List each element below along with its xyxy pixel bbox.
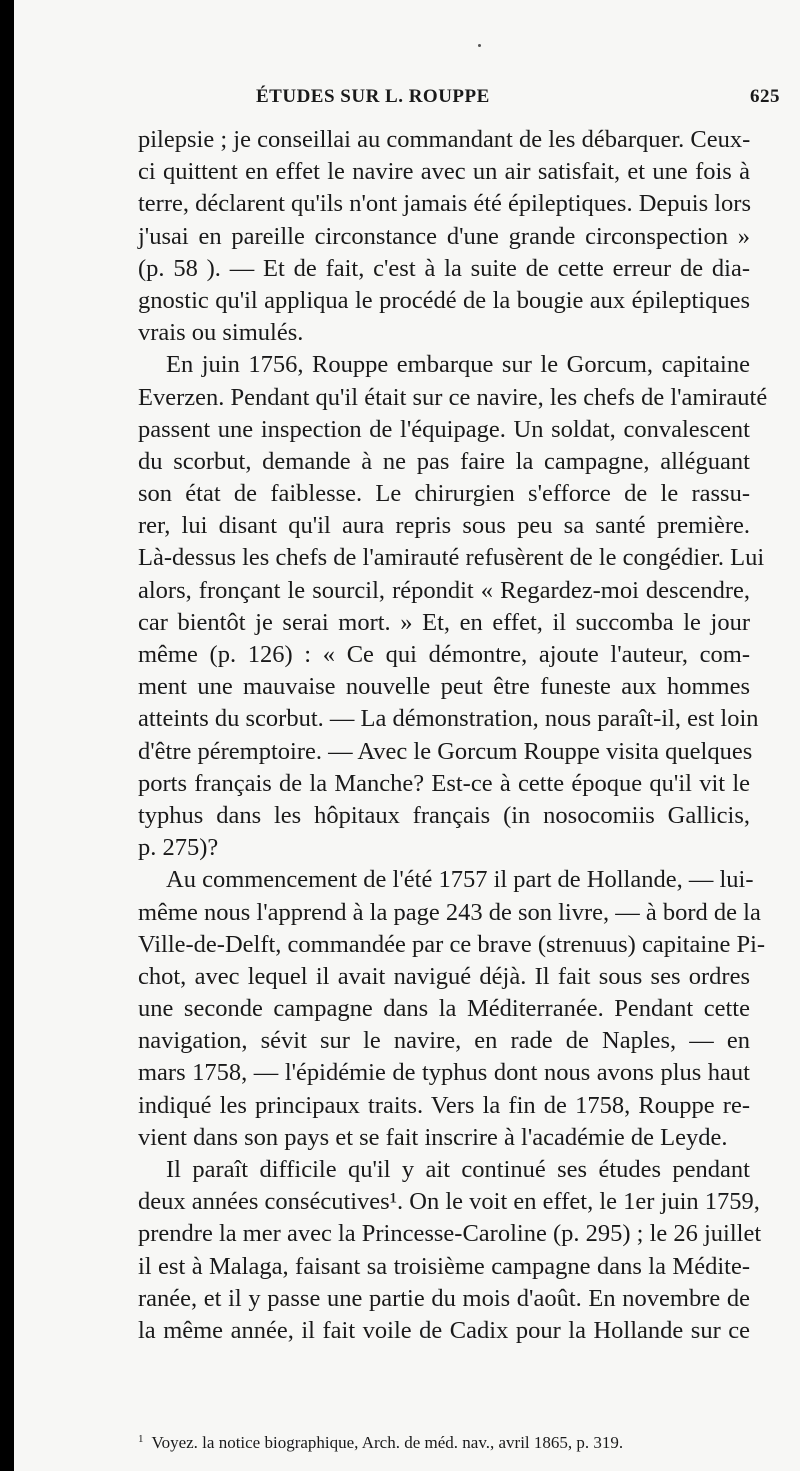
text-line: deux années consécutives¹. On le voit en effet, le 1er juin 1759, <box>138 1188 760 1216</box>
body-text <box>138 124 768 1347</box>
text-line: même nous l'apprend à la page 243 de son livre, — à bord de la <box>138 898 761 926</box>
page-speck <box>478 44 481 47</box>
text-line: ci quittent en effet le navire avec un air satisfait, et une fois à <box>138 158 750 186</box>
text-line: (p. 58 ). — Et de fait, c'est à la suite de cette erreur de dia- <box>138 254 750 282</box>
text-line: Everzen. Pendant qu'il était sur ce navire, les chefs de l'amirauté <box>138 383 768 411</box>
text-line: atteints du scorbut. — La démonstration, nous paraît-il, est loin <box>138 705 759 733</box>
text-line: Au commencement de l'été 1757 il part de Hollande, — lui- <box>166 866 754 894</box>
text-line: ranée, et il y passe une partie du mois d'août. En novembre de <box>138 1284 750 1312</box>
text-line: pilepsie ; je conseillai au commandant de les débarquer. Ceux- <box>138 126 751 153</box>
footnote-marker: 1 <box>138 1433 144 1445</box>
text-line: typhus dans les hôpitaux français (in nosocomiis Gallicis, <box>138 801 750 829</box>
text-line: prendre la mer avec la Princesse-Caroline (p. 295) ; le 26 juillet <box>138 1220 762 1248</box>
text-line: vrais ou simulés. <box>138 319 304 347</box>
text-line: indiqué les principaux traits. Vers la fin de 1758, Rouppe re- <box>138 1091 750 1119</box>
text-line: terre, déclarent qu'ils n'ont jamais été épileptiques. Depuis lors <box>138 190 751 218</box>
text-line: ment une mauvaise nouvelle peut être funeste aux hommes <box>138 673 750 701</box>
text-line: chot, avec lequel il avait navigué déjà. Il fait sous ses ordres <box>138 962 750 990</box>
text-line: une seconde campagne dans la Méditerranée. Pendant cette <box>138 995 750 1023</box>
text-line: rer, lui disant qu'il aura repris sous peu sa santé première. <box>138 512 750 540</box>
text-line: p. 275)? <box>138 834 219 862</box>
text-line: passent une inspection de l'équipage. Un soldat, convalescent <box>138 415 750 443</box>
text-line: même (p. 126) : « Ce qui démontre, ajoute l'auteur, com- <box>138 641 750 668</box>
text-line: il est à Malaga, faisant sa troisième campagne dans la Médite- <box>138 1252 750 1280</box>
book-page <box>14 0 800 1471</box>
text-line: Ville-de-Delft, commandée par ce brave (strenuus) capitaine Pi- <box>138 930 766 958</box>
footnote-text: Voyez. la notice biographique, Arch. de méd. nav., avril 1865, p. 319. <box>151 1433 624 1452</box>
text-line: navigation, sévit sur le navire, en rade de Naples, — en <box>138 1027 750 1055</box>
text-line: son état de faiblesse. Le chirurgien s'efforce de le rassu- <box>138 480 750 508</box>
text-line: car bientôt je serai mort. » Et, en effet, il succomba le jour <box>138 608 750 636</box>
footnote <box>138 1428 750 1454</box>
text-line: j'usai en pareille circonstance d'une grande circonspection » <box>138 222 750 250</box>
text-line: du scorbut, demande à ne pas faire la campagne, alléguant <box>138 447 750 475</box>
text-line: gnostic qu'il appliqua le procédé de la bougie aux épileptiques <box>138 286 750 314</box>
page-number: 625 <box>750 86 780 107</box>
text-line: alors, fronçant le sourcil, répondit « Regardez-moi descendre, <box>138 576 750 604</box>
text-line: la même année, il fait voile de Cadix pour la Hollande sur ce <box>138 1316 750 1344</box>
running-header <box>14 86 800 116</box>
text-line: Il paraît difficile qu'il y ait continué ses études pendant <box>166 1156 750 1183</box>
text-line: ports français de la Manche? Est-ce à cette époque qu'il vit le <box>138 769 750 797</box>
text-line: mars 1758, — l'épidémie de typhus dont nous avons plus haut <box>138 1059 750 1087</box>
text-line: Là-dessus les chefs de l'amirauté refusèrent de le congédier. Lui <box>138 544 765 572</box>
text-line: vient dans son pays et se fait inscrire à l'académie de Leyde. <box>138 1123 728 1151</box>
text-line: d'être péremptoire. — Avec le Gorcum Rouppe visita quelques <box>138 737 753 765</box>
text-line: En juin 1756, Rouppe embarque sur le Gorcum, capitaine <box>166 351 750 379</box>
running-title: ÉTUDES SUR L. ROUPPE <box>256 86 490 107</box>
